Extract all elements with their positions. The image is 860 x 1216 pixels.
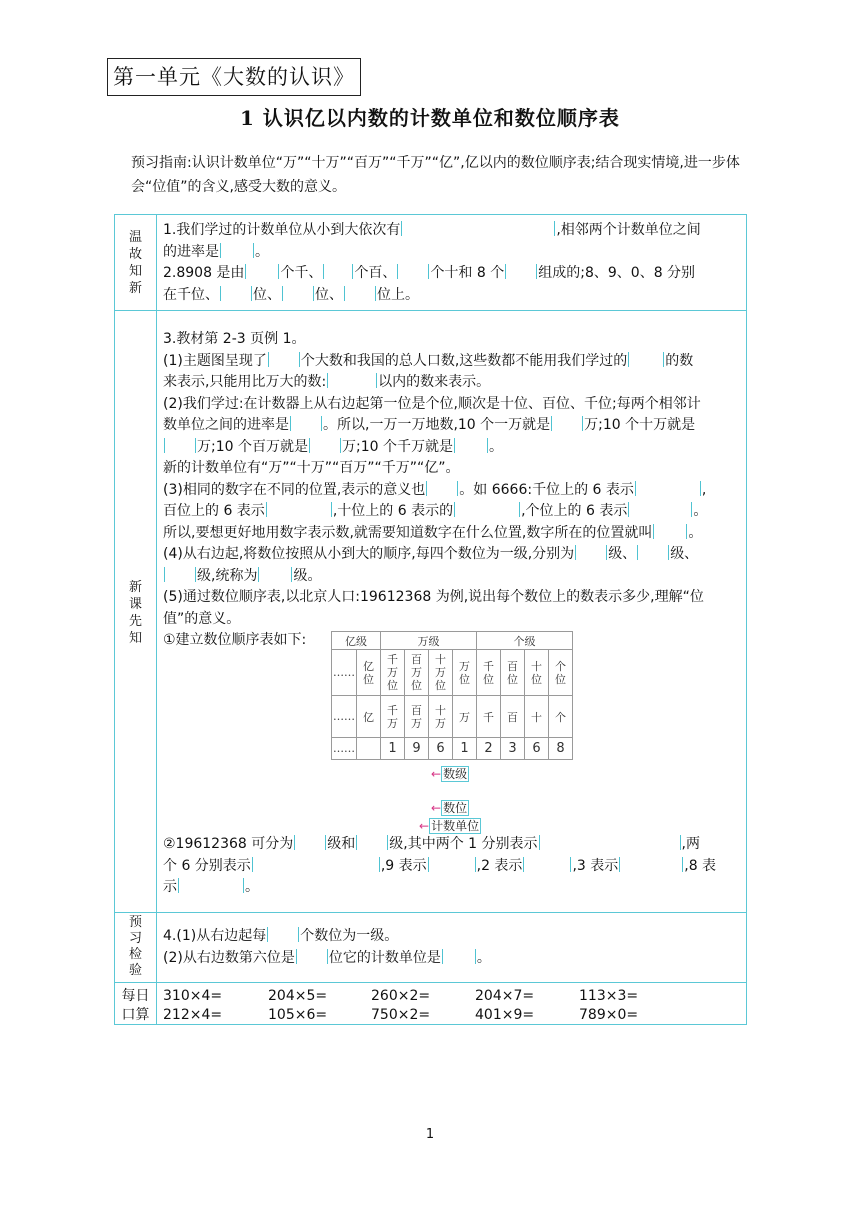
answer-blank[interactable] bbox=[628, 352, 664, 367]
place-value-table bbox=[331, 631, 573, 760]
answer-blank[interactable] bbox=[426, 481, 458, 496]
dots-cell: …… bbox=[332, 738, 357, 760]
digit-cell: 千 万 位 bbox=[381, 650, 405, 696]
digit-cell: 万 位 bbox=[453, 650, 477, 696]
level-header: 个级 bbox=[477, 632, 573, 650]
calc-item: 204×7= bbox=[475, 988, 535, 1004]
answer-blank[interactable] bbox=[523, 857, 571, 872]
number-cell: 8 bbox=[549, 738, 573, 760]
section-label-new: 新 课 先 知 bbox=[128, 580, 142, 646]
answer-blank[interactable] bbox=[220, 286, 252, 301]
row-divider bbox=[115, 912, 746, 913]
unit-cell: 亿 bbox=[357, 696, 381, 738]
section-label-check: 预 习 检 验 bbox=[128, 915, 142, 978]
unit-cell: 千 bbox=[477, 696, 501, 738]
answer-blank[interactable] bbox=[245, 264, 279, 279]
digit-cell: 十 位 bbox=[525, 650, 549, 696]
answer-blank[interactable] bbox=[653, 524, 687, 539]
number-cell: 9 bbox=[405, 738, 429, 760]
calc-item: 212×4= bbox=[163, 1007, 223, 1023]
digit-cell: 个 位 bbox=[549, 650, 573, 696]
answer-blank[interactable] bbox=[220, 243, 254, 258]
digit-cell: 百 位 bbox=[501, 650, 525, 696]
digit-cell: 亿 位 bbox=[357, 650, 381, 696]
calc-item: 401×9= bbox=[475, 1007, 535, 1023]
calc-item: 750×2= bbox=[371, 1007, 431, 1023]
number-cell: 6 bbox=[525, 738, 549, 760]
unit-title: 第一单元《大数的认识》 bbox=[107, 58, 361, 96]
dots-cell: …… bbox=[332, 696, 357, 738]
new-lesson-content: 3.教材第 2-3 页例 1。 (1)主题图呈现了 个大数和我国的总人口数,这些数都不能用我们学过的 的数 来表示,只能用比万大的数: 以内的数来表示。 (2)我们学过:在计数器上从右边起第一位是个位,顺次是十位、百位、千位;每两个相邻计 数单位之间的进率是 。所以,一万一万地数,10 个一万就是 万;10 个十万就是 万;10 个百万就是 万;10 个千万就是 。 新的计数单位有“万”“十万”“百万”“千万”“亿”。 (3)相同的数字在不同的位置,表示的意义也 。如 6666:千位上的 6 表示 , 百位上的 6 表示 ,十位上的 6 表示的 ,个位上的 6 表示 。 所以,要想更好地用数字表示数,就需要知道数字在什么位置,数字所在的位置就叫 。 (4)从右边起,将数位按照从小到大的顺序,每四个数位为一级,分别为 级、 级、 级,统称为 级。 (5)通过数位顺序表,以北京人口:19612368 为例,说出每个数位上的数表示多少,理解“位 值”的意义。 ①建立数位顺序表如下: bbox=[163, 331, 708, 648]
answer-blank[interactable] bbox=[258, 567, 292, 582]
answer-blank[interactable] bbox=[356, 835, 388, 850]
calc-item: 113×3= bbox=[579, 988, 639, 1004]
answer-blank[interactable] bbox=[290, 416, 322, 431]
check-questions: 4.(1)从右边起每 个数位为一级。 (2)从右边数第六位是 位它的计数单位是 。 bbox=[163, 928, 491, 966]
annotation-unit: ← 计数单位 bbox=[419, 819, 480, 833]
answer-blank[interactable] bbox=[282, 286, 314, 301]
page-number: 1 bbox=[425, 1127, 435, 1142]
column-divider bbox=[156, 215, 157, 1024]
answer-blank[interactable] bbox=[178, 878, 244, 893]
calc-item: 260×2= bbox=[371, 988, 431, 1004]
answer-blank[interactable] bbox=[428, 857, 476, 872]
section-label-review: 温 故 知 新 bbox=[128, 230, 142, 296]
unit-cell: 百 bbox=[501, 696, 525, 738]
answer-blank[interactable] bbox=[401, 221, 555, 236]
answer-blank[interactable] bbox=[268, 352, 300, 367]
digit-cell: 百 万 位 bbox=[405, 650, 429, 696]
answer-blank[interactable] bbox=[294, 835, 326, 850]
answer-blank[interactable] bbox=[454, 438, 488, 453]
number-cell bbox=[357, 738, 381, 760]
answer-blank[interactable] bbox=[296, 949, 328, 964]
dots-cell: …… bbox=[332, 650, 357, 696]
unit-cell: 百 万 bbox=[405, 696, 429, 738]
row-divider bbox=[115, 982, 746, 983]
digit-cell: 千 位 bbox=[477, 650, 501, 696]
level-header: 亿级 bbox=[332, 632, 381, 650]
answer-blank[interactable] bbox=[551, 416, 583, 431]
annotation-level: ← 数级 bbox=[431, 767, 468, 781]
number-cell: 1 bbox=[453, 738, 477, 760]
annotation-digit: ← 数位 bbox=[431, 801, 468, 815]
unit-cell: 十 bbox=[525, 696, 549, 738]
calc-item: 310×4= bbox=[163, 988, 223, 1004]
answer-blank[interactable] bbox=[252, 857, 380, 872]
answer-blank[interactable] bbox=[309, 438, 341, 453]
answer-blank[interactable] bbox=[635, 481, 701, 496]
answer-blank[interactable] bbox=[619, 857, 683, 872]
calc-item: 105×6= bbox=[268, 1007, 328, 1023]
answer-blank[interactable] bbox=[442, 949, 476, 964]
digit-cell: 十 万 位 bbox=[429, 650, 453, 696]
answer-blank[interactable] bbox=[164, 567, 196, 582]
answer-blank[interactable] bbox=[267, 927, 299, 942]
unit-cell: 十 万 bbox=[429, 696, 453, 738]
answer-blank[interactable] bbox=[323, 264, 353, 279]
calc-item: 204×5= bbox=[268, 988, 328, 1004]
level-header: 万级 bbox=[381, 632, 477, 650]
answer-blank[interactable] bbox=[344, 286, 376, 301]
preview-guide: 预习指南:认识计数单位“万”“十万”“百万”“千万”“亿”,亿以内的数位顺序表;结合现实情境,进一步体会“位值”的含义,感受大数的意义。 bbox=[131, 155, 740, 195]
answer-blank[interactable] bbox=[397, 264, 429, 279]
section-label-daily: 每日 口算 bbox=[121, 988, 150, 1023]
answer-blank[interactable] bbox=[327, 373, 377, 388]
number-cell: 3 bbox=[501, 738, 525, 760]
review-questions: 1.我们学过的计数单位从小到大依次有 ,相邻两个计数单位之间 的进率是 。 2.8908 是由 个千、 个百、 个十和 8 个 组成的;8、9、0、8 分别 在千位、 位、 位、 位上。 bbox=[163, 222, 701, 303]
row-divider bbox=[115, 310, 746, 311]
calc-item: 789×0= bbox=[579, 1007, 639, 1023]
answer-blank[interactable] bbox=[637, 545, 669, 560]
answer-blank[interactable] bbox=[539, 835, 681, 850]
answer-blank[interactable] bbox=[164, 438, 196, 453]
answer-blank[interactable] bbox=[505, 264, 537, 279]
new-lesson-content-2: ②19612368 可分为 级和 级,其中两个 1 分别表示 ,两 个 6 分别表示 ,9 表示 ,2 表示 ,3 表示 ,8 表 示 。 bbox=[163, 836, 717, 895]
number-cell: 6 bbox=[429, 738, 453, 760]
lesson-title: 1 认识亿以内数的计数单位和数位顺序表 bbox=[240, 106, 620, 130]
answer-blank[interactable] bbox=[628, 502, 692, 517]
unit-cell: 个 bbox=[549, 696, 573, 738]
answer-blank[interactable] bbox=[575, 545, 607, 560]
answer-blank[interactable] bbox=[266, 502, 332, 517]
unit-cell: 万 bbox=[453, 696, 477, 738]
number-cell: 2 bbox=[477, 738, 501, 760]
unit-cell: 千 万 bbox=[381, 696, 405, 738]
number-cell: 1 bbox=[381, 738, 405, 760]
answer-blank[interactable] bbox=[454, 502, 520, 517]
worksheet-table bbox=[114, 214, 747, 1025]
